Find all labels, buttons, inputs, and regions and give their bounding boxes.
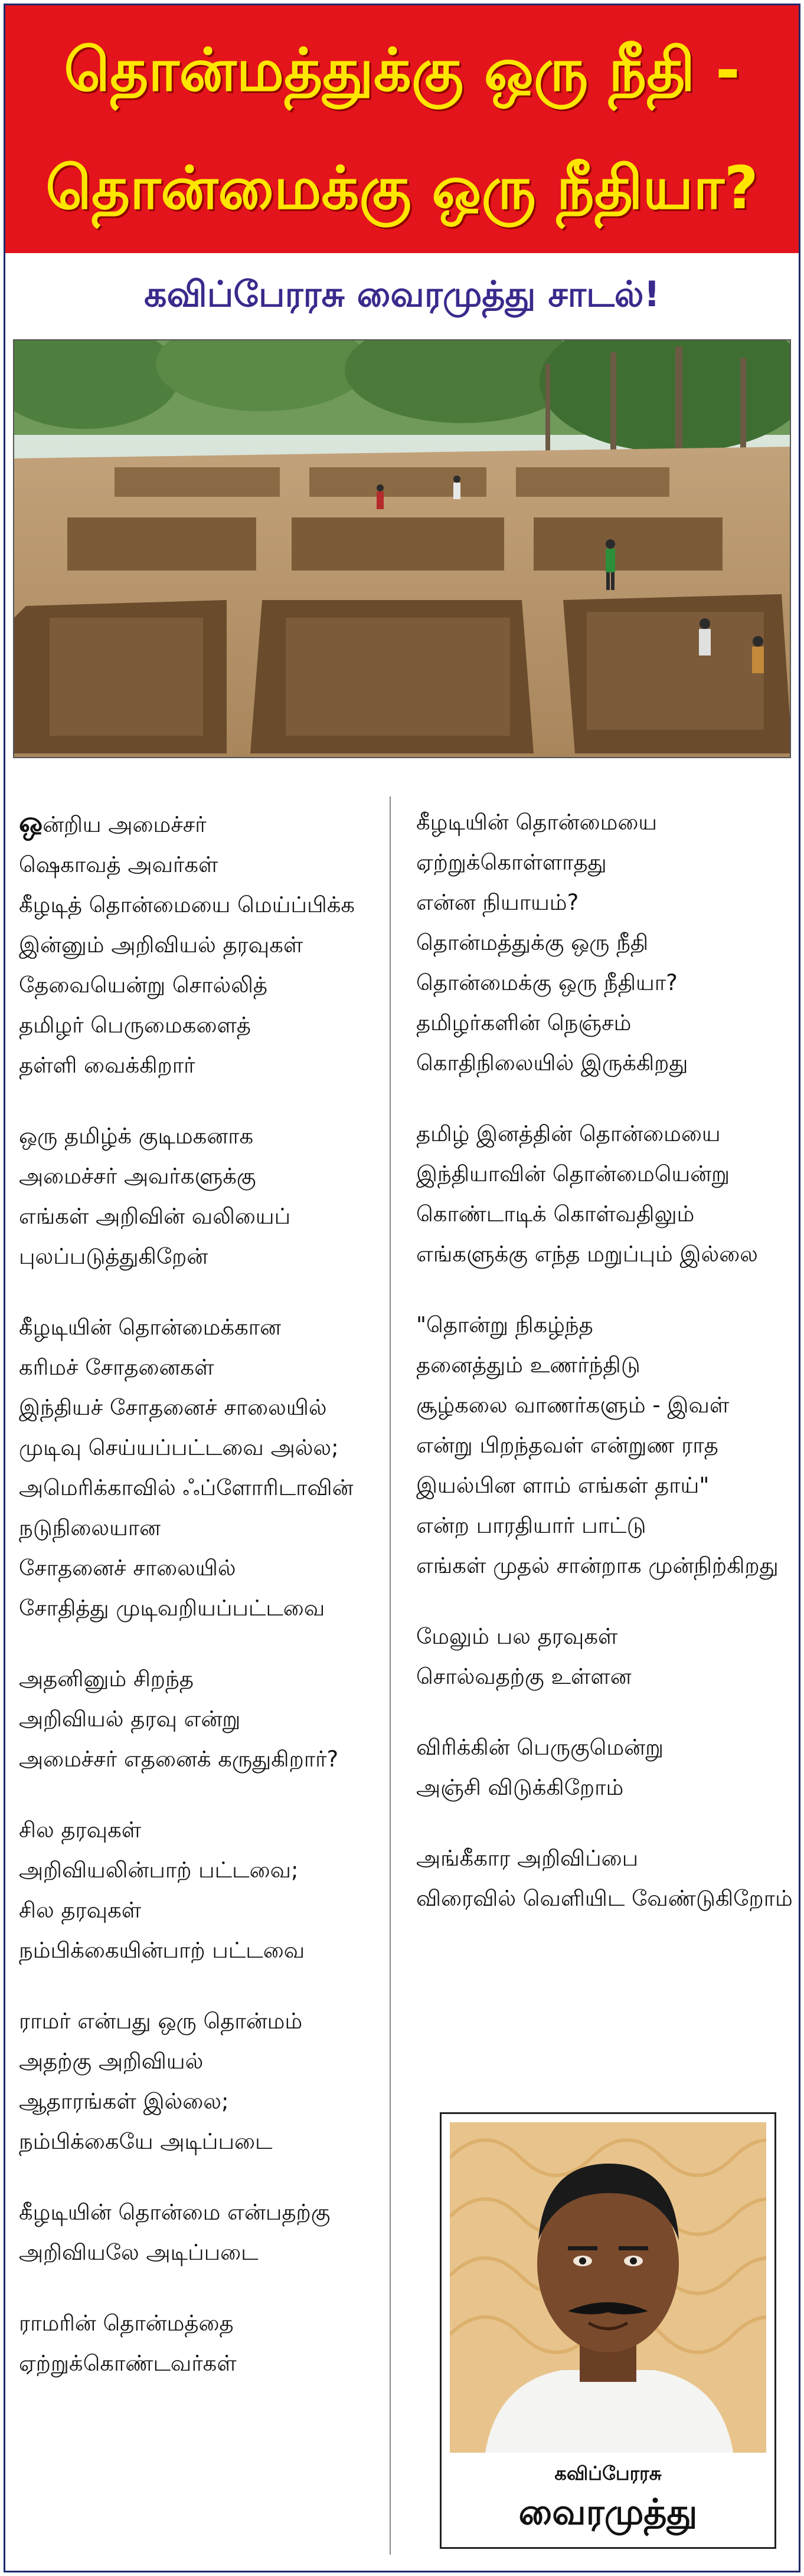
poem-line: ராமர் என்பது ஒரு தொன்மம் [19, 2008, 303, 2034]
stanza [19, 1307, 373, 1628]
poem-line: தேவையென்று சொல்லித் [19, 972, 268, 998]
poem-line: என்ற பாரதியார் பாட்டு [416, 1513, 646, 1538]
author-title: கவிப்பேரரசு [554, 2462, 662, 2485]
poem-line: கீழடித் தொன்மையை மெய்ப்பிக்க [19, 892, 355, 917]
stanza [19, 1116, 373, 1277]
poem-line: நம்பிக்கையே அடிப்படை [19, 2129, 273, 2154]
poem-line: கரிமச் சோதனைகள் [19, 1355, 214, 1380]
poem-line: கொதிநிலையில் இருக்கிறது [416, 1050, 688, 1076]
stanza [416, 1728, 794, 1808]
poem-line: தொன்மத்துக்கு ஒரு நீதி [416, 930, 649, 955]
poem-line: அறிவியலே அடிப்படை [19, 2240, 259, 2265]
author-name: வைரமுத்து [518, 2492, 698, 2533]
poem-line: சில தரவுகள் [19, 1817, 142, 1843]
poem-line: மேலும் பல தரவுகள் [416, 1624, 618, 1649]
poem-line: ஒரு தமிழ்க் குடிமகனாக [19, 1123, 254, 1149]
subtitle: கவிப்பேரரசு வைரமுத்து சாடல்! [144, 274, 660, 315]
headline-banner [5, 5, 799, 253]
poem-line: ஏற்றுக்கொண்டவர்கள் [19, 2351, 237, 2376]
poem-line: தள்ளி வைக்கிறார் [19, 1053, 195, 1078]
poem-line: விரிக்கின் பெருகுமென்று [416, 1735, 664, 1760]
stanza [416, 1617, 794, 1697]
stanza [19, 802, 373, 1086]
poem-line: ஆதாரங்கள் இல்லை; [19, 2089, 229, 2114]
poem-line: அறிவியல் தரவு என்று [19, 1706, 241, 1732]
stanza [19, 2303, 373, 2384]
poem-line: "தொன்று நிகழ்ந்த [416, 1312, 593, 1338]
poem-line: ராமரின் தொன்மத்தை [19, 2310, 234, 2336]
poem-line: சில தரவுகள் [19, 1897, 142, 1923]
poem-line: அதற்கு அறிவியல் [19, 2049, 204, 2074]
poem-line: அறிவியலின்பாற் பட்டவை; [19, 1857, 299, 1883]
poem-line: ஒன்றிய அமைச்சர் [19, 806, 207, 839]
poem-line: ஷெகாவத் அவர்கள் [19, 852, 218, 877]
poem-line: நடுநிலையான [19, 1515, 161, 1541]
poem-line: விரைவில் வெளியிட வேண்டுகிறோம் [416, 1886, 793, 1911]
poem-line: புலப்படுத்துகிறேன் [19, 1244, 208, 1269]
poem-line: அஞ்சி விடுக்கிறோம் [416, 1775, 624, 1800]
stanza [19, 1810, 373, 1971]
stanza [19, 2192, 373, 2273]
poem-line: கீழடியின் தொன்மைக்கான [19, 1315, 281, 1340]
poem-line: எங்கள் முதல் சான்றாக முன்நிற்கிறது [416, 1553, 779, 1578]
poem-line: நம்பிக்கையின்பாற் பட்டவை [19, 1938, 305, 1963]
poem-line: அதனினும் சிறந்த [19, 1666, 194, 1692]
poem-line: அமைச்சர் அவர்களுக்கு [19, 1164, 256, 1189]
poem-line: இந்தியாவின் தொன்மையென்று [416, 1161, 730, 1187]
poem-line: இயல்பின ளாம் எங்கள் தாய்" [416, 1473, 710, 1498]
poem-line: தனைத்தும் உணர்ந்திடு [416, 1352, 640, 1378]
poem-line: தமிழர் பெருமைகளைத் [19, 1012, 251, 1038]
excavation-photo [13, 339, 791, 758]
stanza [416, 1114, 794, 1274]
author-box [440, 2112, 776, 2549]
poem-line: கீழடியின் தொன்மை என்பதற்கு [19, 2200, 331, 2225]
column-divider [390, 797, 391, 2555]
poem-line: கீழடியின் தொன்மையை [416, 809, 658, 835]
poem-column-left [19, 802, 373, 2414]
portrait-illustration [450, 2122, 766, 2453]
stanza [19, 1659, 373, 1779]
poem-line: என்று பிறந்தவள் என்றுண ராத [416, 1433, 718, 1458]
poem-line: கொண்டாடிக் கொள்வதிலும் [416, 1201, 695, 1227]
stanza [19, 2001, 373, 2162]
poem-line: சோதித்து முடிவறியப்பட்டவை [19, 1595, 325, 1621]
poem-line: தமிழ் இனத்தின் தொன்மையை [416, 1121, 721, 1146]
poem-line: சோதனைச் சாலையில் [19, 1555, 236, 1581]
poem-line: முடிவு செய்யப்பட்டவை அல்ல; [19, 1435, 339, 1460]
poem-line: அமைச்சர் எதனைக் கருதுகிறார்? [19, 1746, 339, 1772]
poem-line: இந்தியச் சோதனைச் சாலையில் [19, 1395, 327, 1420]
poem-line: எங்களுக்கு எந்த மறுப்பும் இல்லை [416, 1241, 758, 1267]
poem-line: இன்னும் அறிவியல் தரவுகள் [19, 932, 303, 958]
poem-line: தொன்மைக்கு ஒரு நீதியா? [416, 970, 678, 995]
poem-line: என்ன நியாயம்? [416, 890, 579, 915]
poem-column-right [416, 802, 794, 1949]
headline-line-1: தொன்மத்துக்கு ஒரு நீதி - [64, 35, 740, 104]
author-portrait [450, 2122, 766, 2453]
stanza [416, 1305, 794, 1586]
poem-line: சூழ்கலை வாணர்களும் - இவள் [416, 1392, 730, 1418]
excavation-illustration [14, 340, 791, 758]
poem-line: எங்கள் அறிவின் வலியைப் [19, 1204, 291, 1229]
poem-line: அமெரிக்காவில் ஃப்ளோரிடாவின் [19, 1475, 354, 1500]
poem-line: அங்கீகார அறிவிப்பை [416, 1846, 639, 1871]
stanza [416, 1838, 794, 1919]
poem-line: தமிழர்களின் நெஞ்சம் [416, 1010, 632, 1035]
stanza [416, 802, 794, 1083]
poem-line: ஏற்றுக்கொள்ளாதது [416, 850, 607, 875]
dropcap: ஒ [19, 806, 43, 839]
headline-line-2: தொன்மைக்கு ஒரு நீதியா? [45, 153, 759, 222]
poem-line: சொல்வதற்கு உள்ளன [416, 1664, 632, 1689]
